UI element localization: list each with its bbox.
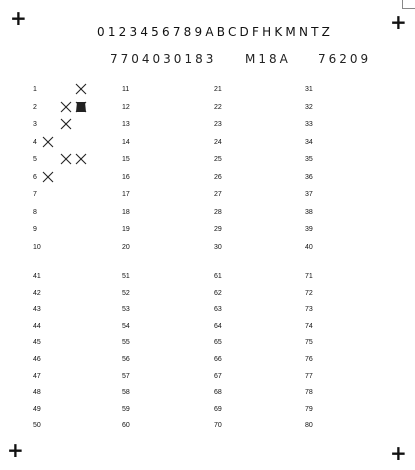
item-number-74: 74 xyxy=(305,322,313,330)
item-number-14: 14 xyxy=(122,138,130,146)
item-number-9: 9 xyxy=(33,226,37,233)
item-number-30: 30 xyxy=(214,243,222,251)
registration-mark-top-left: + xyxy=(10,6,27,30)
answer-mark-5-1 xyxy=(59,152,73,166)
item-number-3: 3 xyxy=(33,121,37,128)
item-number-77: 77 xyxy=(305,372,313,380)
answer-mark-6-0 xyxy=(41,170,55,184)
item-number-60: 60 xyxy=(122,422,130,430)
item-number-66: 66 xyxy=(214,356,222,363)
answer-mark-2-1 xyxy=(59,100,73,114)
item-number-57: 57 xyxy=(122,372,130,380)
item-number-48: 48 xyxy=(33,389,41,397)
item-number-2: 2 xyxy=(33,103,37,111)
item-number-70: 70 xyxy=(214,422,222,430)
item-number-71: 71 xyxy=(305,273,313,280)
item-number-59: 59 xyxy=(122,405,130,413)
item-number-23: 23 xyxy=(214,121,222,128)
item-number-52: 52 xyxy=(122,289,130,297)
item-number-1: 1 xyxy=(33,86,37,93)
item-number-31: 31 xyxy=(305,86,313,93)
item-number-53: 53 xyxy=(122,306,130,314)
item-number-18: 18 xyxy=(122,208,130,216)
item-number-38: 38 xyxy=(305,208,313,216)
item-number-65: 65 xyxy=(214,339,222,347)
item-number-36: 36 xyxy=(305,173,313,181)
item-number-63: 63 xyxy=(214,306,222,314)
item-number-56: 56 xyxy=(122,356,130,363)
item-number-8: 8 xyxy=(33,208,37,216)
item-number-64: 64 xyxy=(214,322,222,330)
item-number-37: 37 xyxy=(305,191,313,198)
item-number-5: 5 xyxy=(33,156,37,163)
item-number-28: 28 xyxy=(214,208,222,216)
item-number-75: 75 xyxy=(305,339,313,347)
item-number-17: 17 xyxy=(122,191,130,198)
item-number-19: 19 xyxy=(122,226,130,233)
item-number-51: 51 xyxy=(122,273,130,280)
item-number-24: 24 xyxy=(214,138,222,146)
item-number-62: 62 xyxy=(214,289,222,297)
item-number-61: 61 xyxy=(214,273,222,280)
answer-mark-2-2 xyxy=(74,100,88,114)
answer-mark-5-2 xyxy=(74,152,88,166)
item-number-42: 42 xyxy=(33,289,41,297)
item-number-78: 78 xyxy=(305,389,313,397)
item-number-49: 49 xyxy=(33,405,41,413)
answer-mark-4-0 xyxy=(41,135,55,149)
item-number-41: 41 xyxy=(33,273,41,280)
item-number-44: 44 xyxy=(33,322,41,330)
answer-mark-1-2 xyxy=(74,82,88,96)
item-number-29: 29 xyxy=(214,226,222,233)
item-number-22: 22 xyxy=(214,103,222,111)
item-number-15: 15 xyxy=(122,156,130,163)
item-number-58: 58 xyxy=(122,389,130,397)
item-number-6: 6 xyxy=(33,173,37,181)
code-row: 0123456789ABCDFHKMNTZ xyxy=(97,25,334,39)
registration-mark-top-right: + xyxy=(390,10,407,34)
item-number-68: 68 xyxy=(214,389,222,397)
handwritten-code: M18A xyxy=(245,52,291,66)
item-number-72: 72 xyxy=(305,289,313,297)
item-number-12: 12 xyxy=(122,103,130,111)
registration-mark-bottom-right: + xyxy=(390,441,407,465)
corner-tab xyxy=(402,0,415,9)
item-number-40: 40 xyxy=(305,243,313,251)
item-number-33: 33 xyxy=(305,121,313,128)
handwritten-number: 76209 xyxy=(318,52,372,66)
item-number-20: 20 xyxy=(122,243,130,251)
item-number-76: 76 xyxy=(305,356,313,363)
item-number-10: 10 xyxy=(33,243,41,251)
item-number-45: 45 xyxy=(33,339,41,347)
item-number-21: 21 xyxy=(214,86,222,93)
item-number-69: 69 xyxy=(214,405,222,413)
item-number-34: 34 xyxy=(305,138,313,146)
item-number-11: 11 xyxy=(122,86,130,93)
item-number-26: 26 xyxy=(214,173,222,181)
handwritten-id: 7704030183 xyxy=(110,52,217,66)
item-number-47: 47 xyxy=(33,372,41,380)
item-number-35: 35 xyxy=(305,156,313,163)
item-number-73: 73 xyxy=(305,306,313,314)
item-number-80: 80 xyxy=(305,422,313,430)
item-number-16: 16 xyxy=(122,173,130,181)
item-number-13: 13 xyxy=(122,121,130,128)
item-number-39: 39 xyxy=(305,226,313,233)
answer-mark-3-1 xyxy=(59,117,73,131)
item-number-54: 54 xyxy=(122,322,130,330)
item-number-55: 55 xyxy=(122,339,130,347)
registration-mark-bottom-left: + xyxy=(7,438,24,462)
item-number-25: 25 xyxy=(214,156,222,163)
item-number-4: 4 xyxy=(33,138,37,146)
item-number-67: 67 xyxy=(214,372,222,380)
item-number-50: 50 xyxy=(33,422,41,430)
item-number-46: 46 xyxy=(33,356,41,363)
item-number-32: 32 xyxy=(305,103,313,111)
item-number-27: 27 xyxy=(214,191,222,198)
item-number-79: 79 xyxy=(305,405,313,413)
item-number-43: 43 xyxy=(33,306,41,314)
item-number-7: 7 xyxy=(33,191,37,198)
